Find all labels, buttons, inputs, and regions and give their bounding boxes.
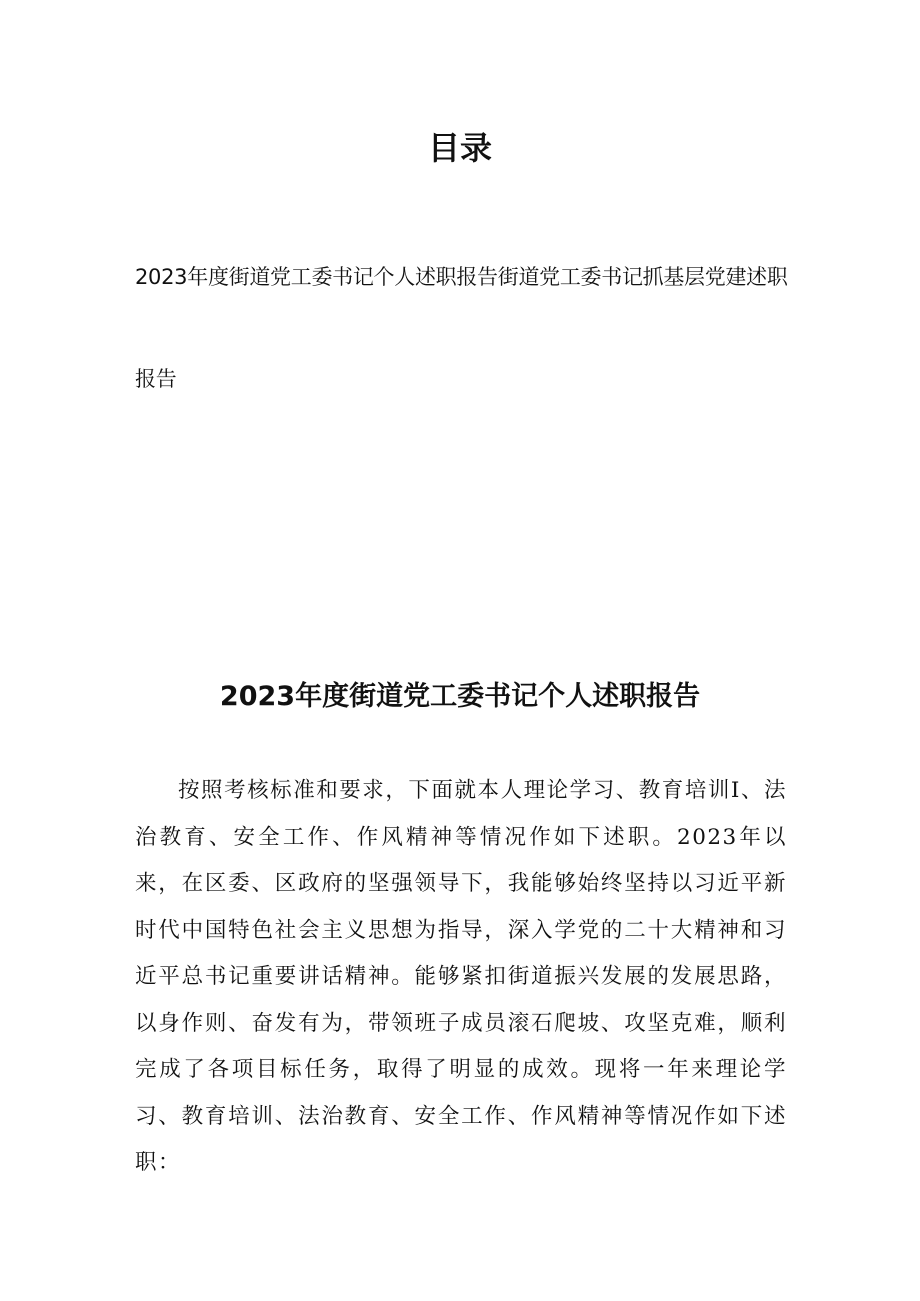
body-paragraph: 按照考核标准和要求，下面就本人理论学习、教育培训I、法治教育、安全工作、作风精神等情况作如下述职。2023年以来，在区委、区政府的坚强领导下，我能够始终坚持以习近平新时代中国特色社会主义思想为指导，深入学党的二十大精神和习近平总书记重要讲话精神。能够紧扣街道振兴发展的发展思路，以身作则、奋发有为，带领班子成员滚石爬坡、攻坚克难，顺利完成了各项目标任务，取得了明显的成效。现将一年来理论学习、教育培训、法治教育、安全工作、作风精神等情况作如下述职：	[135, 778, 787, 1175]
toc-title: 目录	[427, 129, 492, 167]
toc-entry[interactable]: 2023年度街道党工委书记个人述职报告街道党工委书记抓基层党建述职报告	[135, 265, 788, 391]
document-title: 2023年度街道党工委书记个人述职报告	[219, 681, 701, 712]
